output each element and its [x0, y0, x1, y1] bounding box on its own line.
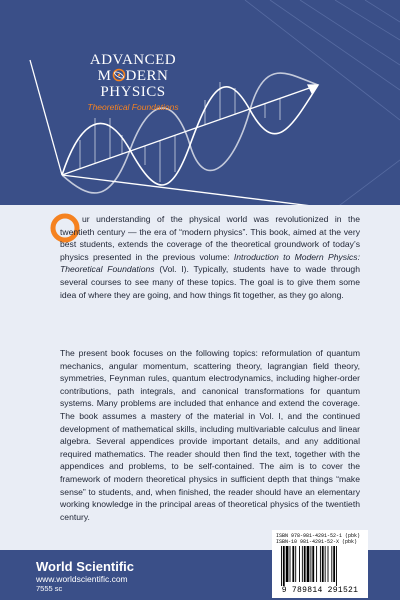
barcode-bar: [299, 546, 300, 582]
isbn-13: ISBN 978-981-4291-52-1 (pbk): [276, 533, 361, 539]
barcode-bar: [281, 546, 282, 586]
barcode-bar: [283, 546, 285, 586]
barcode-bar: [333, 546, 335, 582]
barcode-bar: [336, 546, 337, 586]
barcode-bar: [292, 546, 294, 582]
isbn-10: ISBN-10 981-4291-52-X (pbk): [276, 539, 358, 545]
barcode-bar: [286, 546, 289, 582]
series-title-line3: PHYSICS: [100, 84, 166, 100]
barcode-bar: [320, 546, 321, 582]
barcode-bar: [307, 546, 310, 582]
description-paragraph-1: [60, 213, 360, 301]
series-title-line2-start: M: [97, 68, 112, 84]
publisher-block: [36, 560, 134, 594]
atom-o-icon: [112, 68, 126, 82]
barcode-bar: [290, 546, 291, 582]
light-rays: [245, 0, 400, 235]
series-logo: [68, 52, 198, 112]
barcode: [280, 546, 360, 586]
catalog-number: 7555 sc: [36, 584, 63, 593]
series-title-line1: ADVANCED: [89, 52, 177, 68]
para1-text-b: (Vol. I). Typically, students have to wade through several courses to see many of these topics. The goal is to give them some idea of where they are going, and how things fit together, as they go along.: [60, 264, 360, 300]
barcode-bar: [325, 546, 326, 582]
barcode-bar: [328, 546, 329, 582]
publisher-url[interactable]: www.worldscientific.com: [36, 574, 128, 584]
series-title-line2-end: DERN: [125, 68, 169, 84]
barcode-bar: [310, 546, 311, 582]
barcode-digits: 9 789814 291521: [281, 586, 359, 595]
series-subtitle: Theoretical Foundations: [87, 102, 179, 112]
barcode-bar: [312, 546, 314, 582]
wave-illustration: [0, 0, 400, 235]
barcode-bar: [295, 546, 296, 582]
barcode-bar: [316, 546, 317, 582]
description-paragraph-2: The present book focuses on the following topics: reformulation of quantum mechanics, angular momentum, scattering theory, lagrangian field theory, symmetries, Feynman rules, quantum electrodynamics, including higher-order contributions, path integrals, and canonical transformations for quantum systems. Many problems are included that enhance and extend the coverage. The book assumes a mastery of the material in Vol. I, and the continued development of mathematical skills, including multivariable calculus and linear algebra. Several appendices provide important details, and any additional required mathematics. The reader should then find the text, together with the appendices and problems, to be self-contained. The aim is to cover the framework of modern theoretical physics in sufficient depth that things “make sense” to students, and, when finished, the reader should have an elementary working knowledge in the principal areas of theoretical physics of the twentieth century.: [60, 348, 360, 522]
isbn-barcode-block: [272, 530, 368, 598]
para1-text-a: ur understanding of the physical world was revolutionized in the twentieth century — the era of “modern physics”. This book, aimed at the very best students, extends the coverage of the theoretical groundwork of today’s physics presented in the previous volume:: [60, 214, 360, 262]
barcode-bar: [304, 546, 306, 582]
previous-volume-title: Introduction to Modern Physics: Theoretical Foundations: [60, 251, 360, 275]
barcode-bar: [322, 546, 324, 582]
publisher-name: World Scientific: [36, 559, 134, 574]
series-title-line2: [68, 68, 198, 84]
barcode-bar: [331, 546, 332, 582]
barcode-bar: [302, 546, 303, 582]
